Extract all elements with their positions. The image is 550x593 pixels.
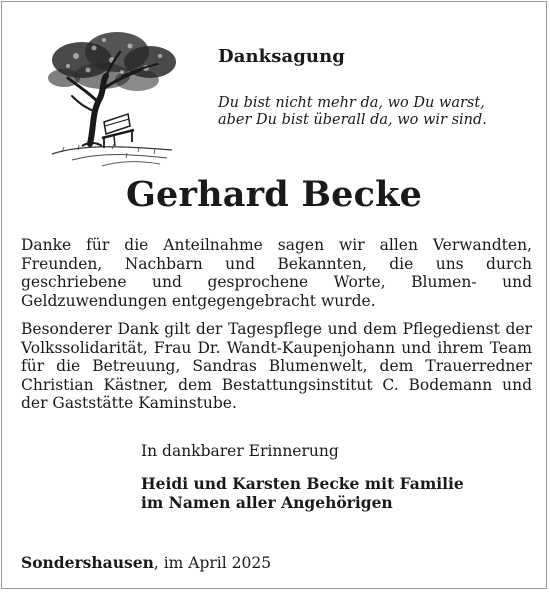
- thanks-paragraph: Danke für die Anteilnahme sagen wir allen Verwandten, Freunden, Nachbarn und Bekannten, die uns durch geschriebene und gesprochene Worte, Blumen- und Geldzuwendungen entgegengebracht wurde.: [21, 236, 532, 310]
- motto-line: aber Du bist überall da, wo wir sind.: [218, 112, 487, 128]
- notice-heading: Danksagung: [218, 46, 345, 67]
- motto-quote: [218, 95, 518, 129]
- place: Sondershausen: [21, 553, 154, 572]
- signer-line: Heidi und Karsten Becke mit Familie: [141, 474, 464, 493]
- deceased-name: Gerhard Becke: [125, 174, 423, 215]
- closing-phrase: In dankbarer Erinnerung: [141, 442, 339, 460]
- signers: [141, 474, 464, 512]
- place-and-date: [21, 553, 271, 572]
- special-thanks-paragraph: Besonderer Dank gilt der Tagespflege und dem Pflegedienst der Volkssolidarität, Frau Dr. Wandt-Kaupenjohann und ihrem Team für die Betreuung, Sandras Blumenwelt, dem Trauerredner Christian Kästner, dem Bestattungsinstitut C. Bodemann und der Gaststätte Kaminstube.: [21, 320, 532, 412]
- signer-line: im Namen aller Angehörigen: [141, 493, 393, 512]
- date: , im April 2025: [153, 554, 272, 572]
- tree-with-bench-icon: [42, 26, 182, 168]
- obituary-notice: [1, 1, 547, 589]
- motto-line: Du bist nicht mehr da, wo Du warst,: [218, 95, 485, 111]
